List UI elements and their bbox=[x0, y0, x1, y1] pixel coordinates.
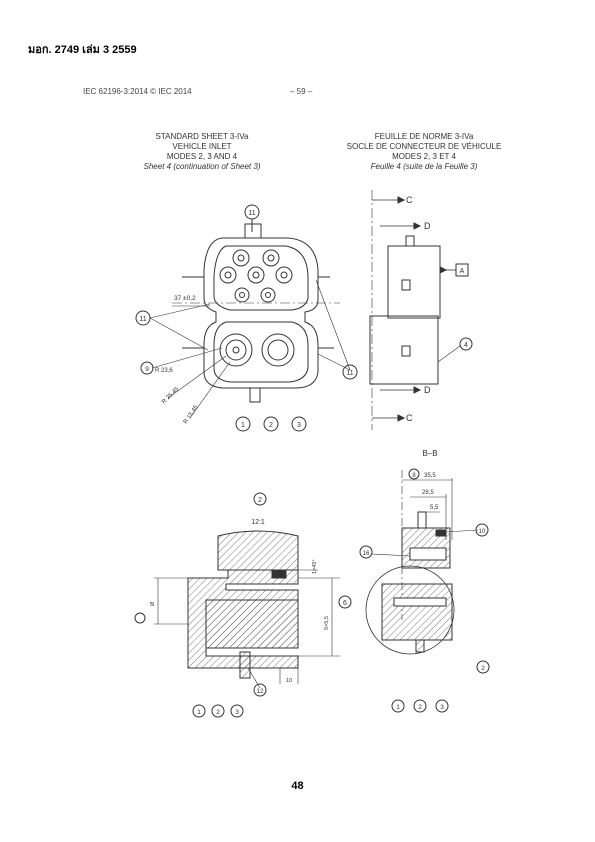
side-label-c-bottom: C bbox=[406, 413, 413, 423]
front-note-2: 2 bbox=[269, 422, 273, 429]
front-note-3: 3 bbox=[297, 422, 301, 429]
bb-balloon-8-label: 8 bbox=[412, 473, 416, 479]
section-balloon-6-label: 6 bbox=[343, 600, 347, 607]
front-note-1: 1 bbox=[241, 422, 245, 429]
bb-dim-a: 35,5 bbox=[424, 473, 436, 479]
bb-note-2: 2 bbox=[418, 704, 422, 711]
section-scale-label: 12:1 bbox=[251, 519, 265, 526]
section-left-label: Ø bbox=[150, 601, 156, 606]
bb-balloon-2-label: 2 bbox=[481, 665, 485, 672]
side-label-a: A bbox=[459, 268, 465, 275]
bb-dim-c: 5,5 bbox=[430, 505, 439, 511]
bb-note-1: 1 bbox=[396, 704, 400, 711]
front-balloon-right-label: 11 bbox=[346, 370, 354, 377]
title-en-line3: MODES 2, 3 AND 4 bbox=[166, 152, 238, 161]
bb-notes bbox=[392, 700, 448, 712]
section-view bbox=[154, 531, 340, 688]
page-number: 48 bbox=[291, 780, 304, 792]
bb-view bbox=[366, 470, 478, 654]
iec-standard-reference: IEC 62196-3:2014 © IEC 2014 bbox=[83, 87, 192, 96]
front-notes bbox=[236, 417, 306, 431]
bb-dim-b: 28,5 bbox=[422, 490, 434, 496]
front-balloon-9-label: 9 bbox=[145, 366, 149, 373]
title-en-line4: Sheet 4 (continuation of Sheet 3) bbox=[143, 162, 261, 171]
side-label-c-top: C bbox=[406, 195, 413, 205]
title-fr-line2: SOCLE DE CONNECTEUR DE VÉHICULE bbox=[346, 142, 502, 151]
title-en-line1: STANDARD SHEET 3-IVa bbox=[155, 132, 249, 141]
bb-balloon-16-label: 16 bbox=[362, 551, 370, 557]
front-dim-r25: R 25,45 bbox=[161, 386, 181, 406]
title-en-line2: VEHICLE INLET bbox=[172, 142, 232, 151]
title-fr-line4: Feuille 4 (suite de la Feuille 3) bbox=[370, 162, 478, 171]
bb-title: B–B bbox=[422, 449, 438, 458]
section-notes bbox=[193, 705, 243, 717]
section-dim-small: 1×45° bbox=[312, 559, 318, 574]
title-fr-line1: FEUILLE DE NORME 3-IVa bbox=[374, 132, 474, 141]
front-balloon-top-label: 11 bbox=[248, 210, 256, 217]
section-note-2: 2 bbox=[216, 709, 220, 716]
title-fr-line3: MODES 2, 3 ET 4 bbox=[392, 152, 456, 161]
section-note-1: 1 bbox=[197, 709, 201, 716]
section-dim-right: 5×5,5 bbox=[324, 616, 330, 630]
side-view bbox=[370, 190, 468, 430]
front-dim-r15: R 15,45 bbox=[182, 404, 200, 426]
bb-note-3: 3 bbox=[440, 704, 444, 711]
section-left-marker bbox=[135, 613, 145, 623]
front-dim-r23: R 23,6 bbox=[155, 368, 173, 374]
thai-standard-reference: มอก. 2749 เล่ม 3 2559 bbox=[28, 44, 137, 56]
section-balloon-12-label: 12 bbox=[256, 688, 264, 695]
original-page-number: – 59 – bbox=[290, 87, 313, 96]
front-dim-37: 37 ±0,2 bbox=[174, 295, 196, 302]
bb-balloon-10-label: 10 bbox=[478, 529, 486, 535]
section-balloon-2-label: 2 bbox=[258, 497, 262, 504]
side-balloon-4-label: 4 bbox=[464, 342, 468, 349]
inlet-outer-contour bbox=[204, 238, 318, 388]
front-balloon-left-label: 11 bbox=[139, 316, 147, 323]
front-view bbox=[150, 205, 350, 418]
section-note-3: 3 bbox=[235, 709, 239, 716]
side-label-d-top: D bbox=[424, 221, 431, 231]
section-dim-bottom: 10 bbox=[285, 678, 293, 684]
side-label-d-bottom: D bbox=[424, 385, 431, 395]
